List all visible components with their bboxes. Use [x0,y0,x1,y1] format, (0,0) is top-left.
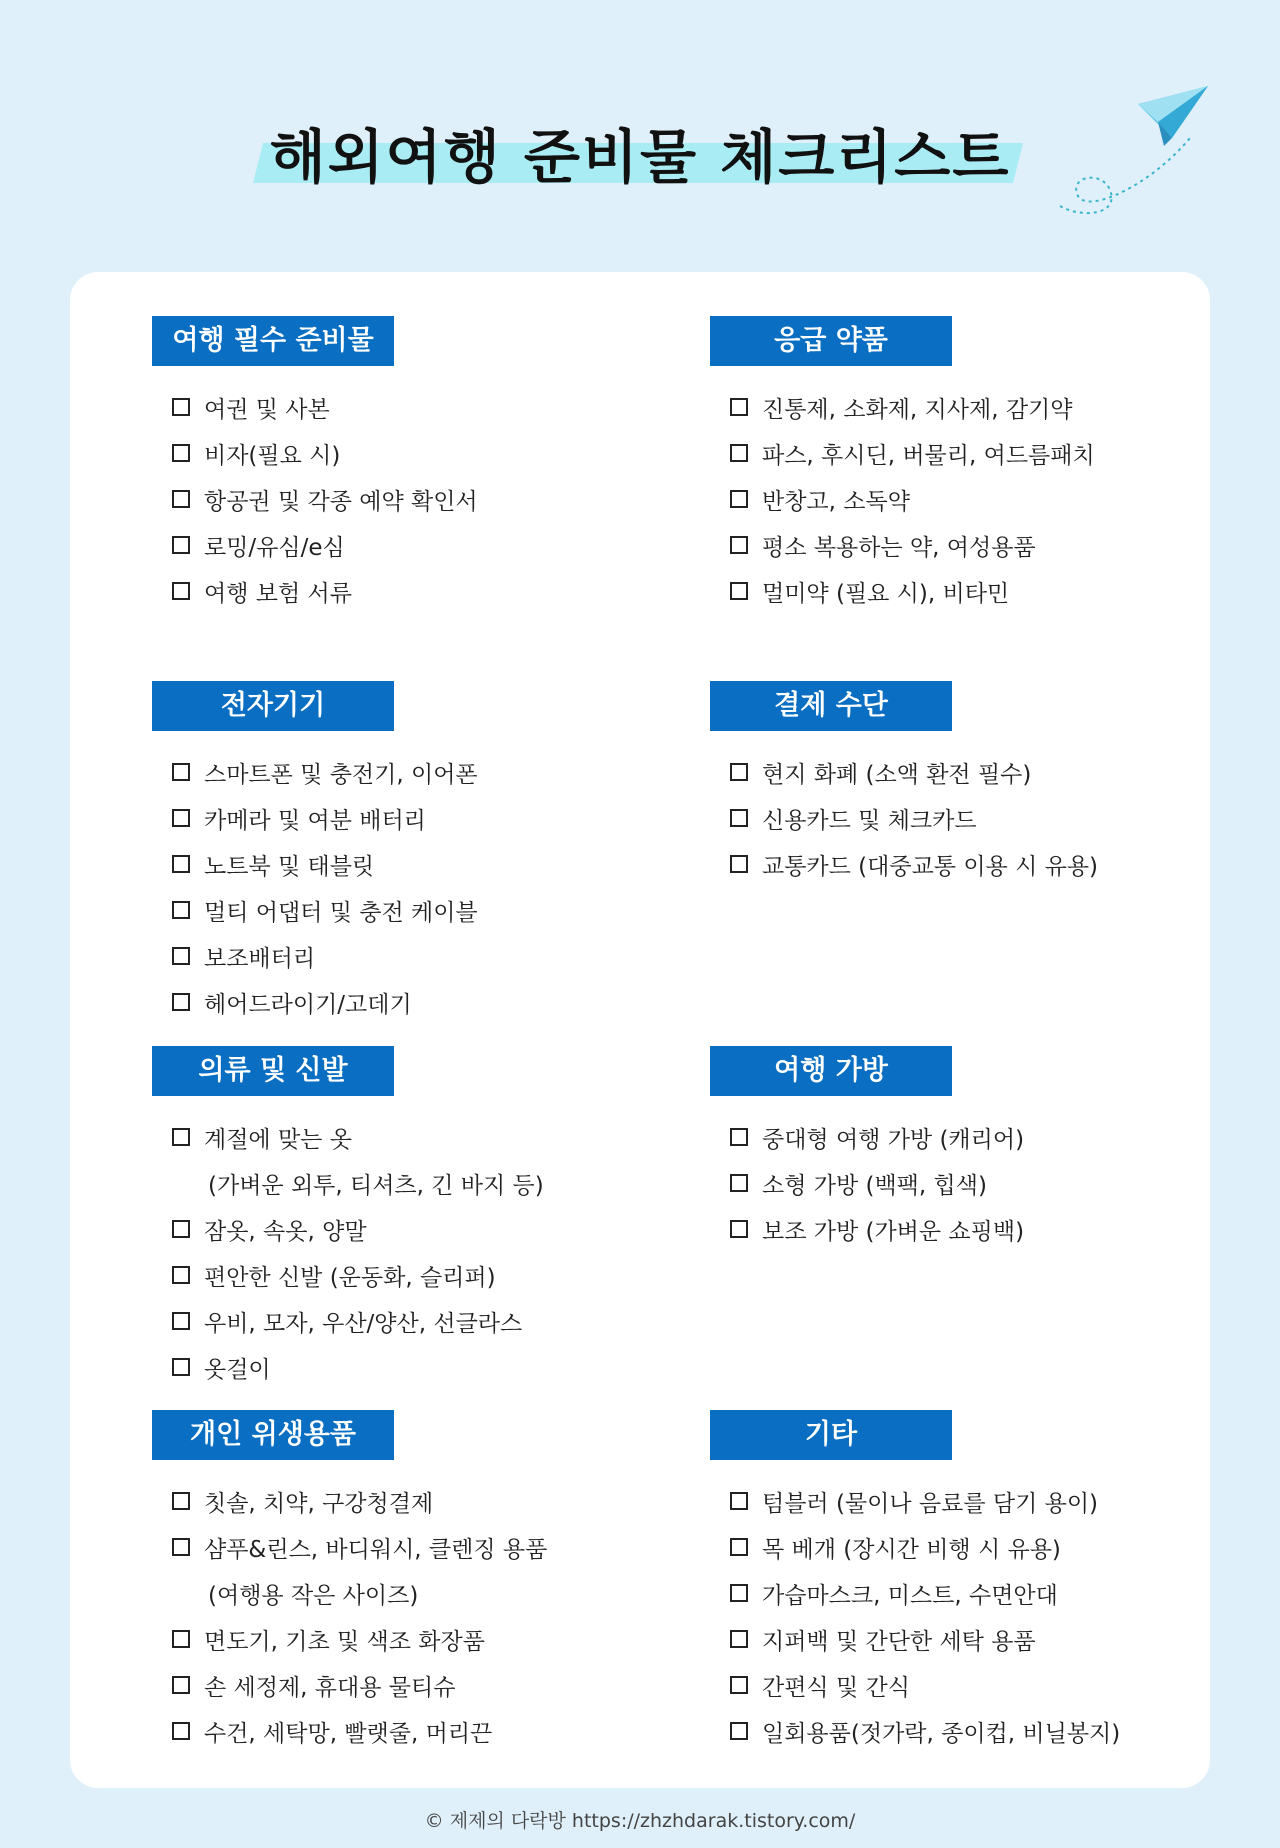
section-header: 응급 약품 [710,316,952,366]
checklist-item-label: 우비, 모자, 우산/양산, 선글라스 [204,1310,523,1337]
page-title: 해외여행 준비물 체크리스트 [269,123,1011,191]
checkbox-icon[interactable] [730,536,748,554]
checklist [710,749,1230,887]
checklist-item-label: 수건, 세탁망, 빨랫줄, 머리끈 [204,1720,493,1747]
checkbox-icon[interactable] [730,1174,748,1192]
checkbox-icon[interactable] [172,536,190,554]
checklist-item [152,1570,672,1616]
checklist-item-label: 교통카드 (대중교통 이용 시 유용) [762,853,1099,880]
checkbox-icon[interactable] [730,1584,748,1602]
checklist-item[interactable] [152,887,672,933]
section-header: 전자기기 [152,681,394,731]
checkbox-icon[interactable] [730,1722,748,1740]
checklist-item [152,1160,672,1206]
checkbox-icon[interactable] [730,582,748,600]
checklist-item-label: 평소 복용하는 약, 여성용품 [762,534,1036,561]
checklist-item-label: 텀블러 (물이나 음료를 담기 용이) [762,1490,1099,1517]
checklist-item-label: 옷걸이 [204,1356,271,1383]
checklist-item-label: 노트북 및 태블릿 [204,853,375,880]
checkbox-icon[interactable] [172,398,190,416]
checklist-item-label: 현지 화폐 (소액 환전 필수) [762,761,1032,788]
checklist-item-label: 보조배터리 [204,945,316,972]
checklist-item[interactable] [710,841,1230,887]
checklist-item-label: 비자(필요 시) [204,442,341,469]
checklist-item-label: 여권 및 사본 [204,396,330,423]
checkbox-icon[interactable] [172,490,190,508]
checklist-item[interactable] [152,1616,672,1662]
checkbox-icon[interactable] [730,763,748,781]
checklist-item[interactable] [152,568,672,614]
checklist-item[interactable] [152,841,672,887]
checklist [710,1114,1230,1252]
checklist-item-label: 멀티 어댑터 및 충전 케이블 [204,899,478,926]
checklist-item[interactable] [152,430,672,476]
footer-credit: © 제제의 다락방 https://zhzhdarak.tistory.com/ [424,1810,856,1832]
checklist-item-label: 계절에 맞는 옷 [204,1126,352,1153]
checklist [152,1114,672,1390]
checklist-item[interactable] [710,522,1230,568]
checkbox-icon[interactable] [172,1128,190,1146]
checkbox-icon[interactable] [730,1128,748,1146]
checklist-item[interactable] [710,430,1230,476]
checkbox-icon[interactable] [172,1492,190,1510]
checkbox-icon[interactable] [730,1676,748,1694]
checklist [710,1478,1230,1754]
checklist-item[interactable] [152,384,672,430]
checklist-item[interactable] [710,1114,1230,1160]
checklist-item[interactable] [710,384,1230,430]
checklist-item[interactable] [710,1206,1230,1252]
checkbox-icon[interactable] [172,855,190,873]
section [710,316,1230,614]
checkbox-icon[interactable] [172,1630,190,1648]
checklist-item[interactable] [710,1570,1230,1616]
checklist-item-label: 반창고, 소독약 [762,488,910,515]
checklist-item[interactable] [710,476,1230,522]
checklist-item-label: 간편식 및 간식 [762,1674,910,1701]
checkbox-icon[interactable] [172,1722,190,1740]
checklist-item[interactable] [152,1114,672,1160]
section [152,1046,672,1390]
checklist-item-label: 편안한 신발 (운동화, 슬리퍼) [204,1264,496,1291]
checkbox-icon[interactable] [730,1630,748,1648]
checkbox-icon[interactable] [172,993,190,1011]
checklist-item[interactable] [152,1298,672,1344]
checklist-item-label: 가습마스크, 미스트, 수면안대 [762,1582,1058,1609]
checklist-item[interactable] [152,933,672,979]
checklist-item-label: 신용카드 및 체크카드 [762,807,977,834]
checklist-item-label: 중대형 여행 가방 (캐리어) [762,1126,1025,1153]
checkbox-icon[interactable] [730,398,748,416]
checklist-item[interactable] [710,1478,1230,1524]
checklist-item-label: 스마트폰 및 충전기, 이어폰 [204,761,478,788]
section-header: 여행 필수 준비물 [152,316,394,366]
checklist-item[interactable] [710,568,1230,614]
section-header: 결제 수단 [710,681,952,731]
checkbox-icon[interactable] [172,763,190,781]
checklist-item-label: 헤어드라이기/고데기 [204,991,412,1018]
checkbox-icon[interactable] [730,1220,748,1238]
checklist-item[interactable] [710,795,1230,841]
checkbox-icon[interactable] [172,1312,190,1330]
checklist-item[interactable] [152,1252,672,1298]
section-header: 기타 [710,1410,952,1460]
checklist-item[interactable] [152,795,672,841]
paper-plane-icon [1040,78,1240,228]
checklist-item-label: (여행용 작은 사이즈) [208,1582,419,1609]
checklist-item-label: 소형 가방 (백팩, 힙색) [762,1172,987,1199]
checkbox-icon[interactable] [730,855,748,873]
section [710,1410,1230,1754]
checkbox-icon[interactable] [730,1538,748,1556]
checklist-item-label: 잠옷, 속옷, 양말 [204,1218,367,1245]
checklist-item-label: 카메라 및 여분 배터리 [204,807,426,834]
checkbox-icon[interactable] [730,809,748,827]
checklist-item-label: 보조 가방 (가벼운 쇼핑백) [762,1218,1025,1245]
checklist-item[interactable] [152,1662,672,1708]
checklist-item-label: 지퍼백 및 간단한 세탁 용품 [762,1628,1036,1655]
checklist-item-label: 항공권 및 각종 예약 확인서 [204,488,478,515]
checklist-item[interactable] [152,1344,672,1390]
checklist-item-label: 손 세정제, 휴대용 물티슈 [204,1674,456,1701]
checklist-item-label: 파스, 후시딘, 버물리, 여드름패치 [762,442,1095,469]
checklist-item[interactable] [152,1206,672,1252]
checklist-item-label: 칫솔, 치약, 구강청결제 [204,1490,434,1517]
section [152,316,672,614]
section-header: 개인 위생용품 [152,1410,394,1460]
checklist-item[interactable] [152,476,672,522]
checkbox-icon[interactable] [172,582,190,600]
checkbox-icon[interactable] [172,901,190,919]
checklist-item[interactable] [710,1524,1230,1570]
checkbox-icon[interactable] [730,444,748,462]
checkbox-icon[interactable] [172,809,190,827]
checklist-card [70,272,1210,1788]
checklist-item-label: 일회용품(젓가락, 종이컵, 비닐봉지) [762,1720,1121,1747]
checklist-item[interactable] [152,522,672,568]
checklist [152,384,672,614]
checklist [152,749,672,1025]
checklist-item[interactable] [152,1478,672,1524]
checkbox-icon[interactable] [172,947,190,965]
checklist-item-label: 진통제, 소화제, 지사제, 감기약 [762,396,1073,423]
checkbox-icon[interactable] [730,490,748,508]
section [710,1046,1230,1252]
section-header: 의류 및 신발 [152,1046,394,1096]
section [152,681,672,1025]
checkbox-icon[interactable] [172,1266,190,1284]
checklist-item-label: 로밍/유심/e심 [204,534,345,561]
checklist-item[interactable] [152,749,672,795]
section [152,1410,672,1754]
checklist-item[interactable] [152,1524,672,1570]
checklist-item[interactable] [710,1708,1230,1754]
checklist-item[interactable] [710,1616,1230,1662]
checkbox-icon[interactable] [172,1358,190,1376]
section-header: 여행 가방 [710,1046,952,1096]
checklist-item-label: 목 베개 (장시간 비행 시 유용) [762,1536,1061,1563]
checklist-item-label: (가벼운 외투, 티셔츠, 긴 바지 등) [208,1172,544,1199]
checklist-item[interactable] [152,979,672,1025]
checklist-item[interactable] [710,749,1230,795]
checklist [152,1478,672,1754]
checklist [710,384,1230,614]
checkbox-icon[interactable] [172,444,190,462]
checklist-item-label: 여행 보험 서류 [204,580,352,607]
checklist-item[interactable] [152,1708,672,1754]
checklist-item-label: 면도기, 기초 및 색조 화장품 [204,1628,485,1655]
checklist-item[interactable] [710,1160,1230,1206]
checklist-item-label: 샴푸&린스, 바디워시, 클렌징 용품 [204,1536,548,1563]
section [710,681,1230,887]
checkbox-icon[interactable] [172,1220,190,1238]
checklist-item[interactable] [710,1662,1230,1708]
checkbox-icon[interactable] [730,1492,748,1510]
checkbox-icon[interactable] [172,1538,190,1556]
checkbox-icon[interactable] [172,1676,190,1694]
checklist-item-label: 멀미약 (필요 시), 비타민 [762,580,1010,607]
